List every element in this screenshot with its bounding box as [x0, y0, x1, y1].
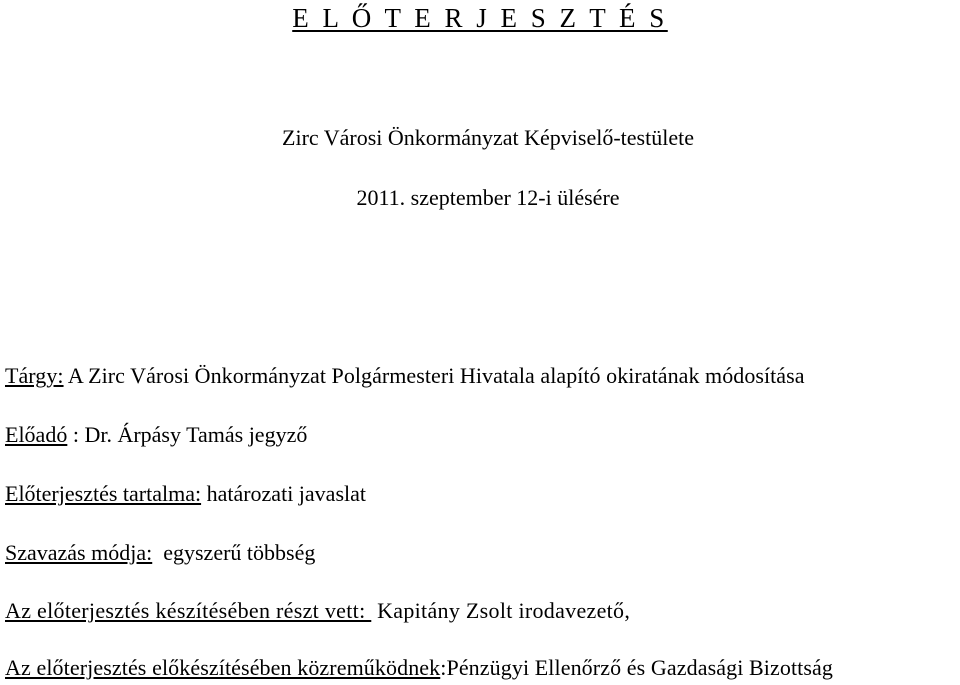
prepared-by-value: Kapitány Zsolt irodavezető, [371, 598, 631, 623]
voting-row [5, 540, 315, 566]
content-label: Előterjesztés tartalma: [5, 481, 202, 506]
meeting-date-line: 2011. szeptember 12-i ülésére [356, 185, 620, 210]
contributors-label: Az előterjesztés előkészítésében közreműködnek [5, 655, 441, 680]
addressee-line: Zirc Városi Önkormányzat Képviselő-testülete [282, 125, 694, 150]
prepared-by-label: Az előterjesztés készítésében részt vett: [5, 598, 372, 623]
contributors-row [5, 655, 833, 681]
content-row [5, 481, 366, 507]
subject-row [5, 363, 805, 389]
contributors-value: :Pénzügyi Ellenőrző és Gazdasági Bizottság [440, 655, 834, 680]
prepared-by-row [5, 598, 630, 624]
presenter-row [5, 422, 307, 448]
voting-label: Szavazás módja: [5, 540, 153, 565]
document-heading: E L Ő T E R J E S Z T É S [292, 3, 668, 33]
voting-value: egyszerű többség [152, 540, 316, 565]
presenter-value: : Dr. Árpásy Tamás jegyző [67, 422, 308, 447]
presenter-label: Előadó [5, 422, 68, 447]
subject-value: A Zirc Városi Önkormányzat Polgármesteri Hivatala alapító okiratának módosítása [63, 363, 805, 388]
content-value: határozati javaslat [201, 481, 366, 506]
subject-label: Tárgy: [5, 363, 64, 388]
